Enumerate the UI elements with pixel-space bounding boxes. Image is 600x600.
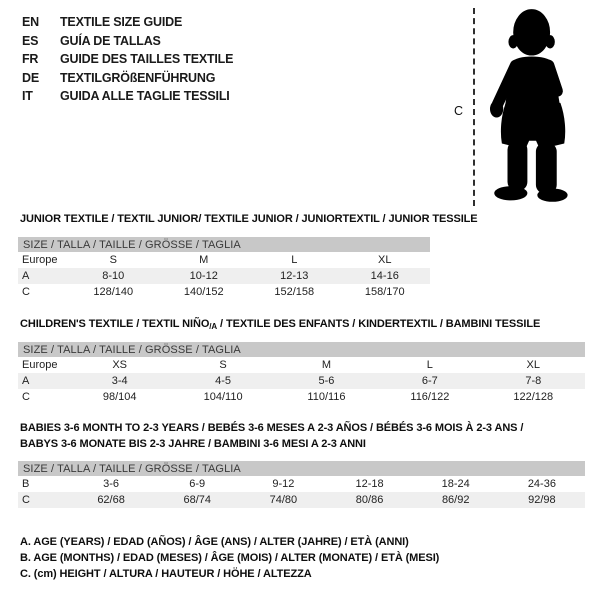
size-cell: 74/80	[240, 492, 326, 508]
size-cell: 4-5	[171, 373, 274, 389]
size-cell: 62/68	[68, 492, 154, 508]
row-label: Europe	[22, 359, 58, 371]
list-item	[22, 87, 233, 106]
height-measure-dashed-line	[473, 8, 475, 206]
size-cell: 110/116	[307, 391, 346, 403]
list-item	[22, 69, 233, 88]
language-title-list	[22, 13, 233, 106]
size-cell: 14-16	[340, 268, 431, 284]
size-header: SIZE / TALLA / TAILLE / GRÖSSE / TAGLIA	[18, 237, 430, 252]
size-header: SIZE / TALLA / TAILLE / GRÖSSE / TAGLIA	[18, 342, 585, 357]
size-cell: 122/128	[513, 391, 554, 403]
language-code: IT	[22, 89, 33, 104]
row-label: B	[22, 478, 30, 490]
table-row	[18, 342, 585, 357]
height-marker-label: C	[454, 104, 464, 118]
measurement-legend	[20, 534, 439, 582]
row-label: C	[22, 391, 30, 403]
size-cell: L	[291, 254, 298, 266]
children-size-table	[18, 342, 585, 405]
table-row	[18, 357, 585, 373]
babies-table-title	[20, 421, 523, 452]
title-subscript: /A	[209, 322, 218, 331]
size-cell: 68/74	[154, 492, 240, 508]
size-cell: 158/170	[364, 286, 405, 298]
language-title: TEXTILE SIZE GUIDE	[60, 15, 183, 30]
size-cell: S	[219, 359, 227, 371]
children-table-title	[20, 317, 540, 335]
legend-line-a: A. AGE (YEARS) / EDAD (AÑOS) / ÂGE (ANS) / ALTER (JAHRE) / ETÀ (ANNI)	[20, 536, 409, 548]
legend-line-c: C. (cm) HEIGHT / ALTURA / HAUTEUR / HÖHE / ALTEZZA	[20, 568, 312, 580]
junior-size-table	[18, 237, 430, 300]
size-cell: 12-18	[355, 478, 384, 490]
table-row	[18, 284, 430, 300]
size-cell: 8-10	[68, 268, 159, 284]
language-title: TEXTILGRÖßENFÜHRUNG	[60, 70, 216, 85]
size-cell: 92/98	[499, 492, 585, 508]
size-cell: 80/86	[326, 492, 412, 508]
size-cell: 9-12	[272, 478, 295, 490]
size-cell: L	[426, 359, 433, 371]
language-code: EN	[22, 15, 39, 30]
size-cell: XL	[378, 254, 392, 266]
table-row	[18, 476, 585, 492]
language-code: FR	[22, 52, 39, 67]
size-cell: M	[321, 359, 332, 371]
row-label: A	[18, 373, 68, 389]
table-row	[18, 252, 430, 268]
language-code: DE	[22, 70, 39, 85]
table-row	[18, 373, 585, 389]
language-title: GUÍA DE TALLAS	[60, 33, 161, 48]
table-row	[18, 237, 430, 252]
size-cell: 10-12	[159, 268, 250, 284]
language-title: GUIDA ALLE TAGLIE TESSILI	[60, 89, 230, 104]
table-row	[18, 492, 585, 508]
size-cell: 104/110	[203, 391, 243, 403]
size-cell: M	[199, 254, 209, 266]
title-text: / TEXTILE DES ENFANTS / KINDERTEXTIL / BAMBINI TESSILE	[217, 318, 541, 330]
list-item	[22, 50, 233, 69]
size-cell: 18-24	[441, 478, 470, 490]
size-cell: 6-9	[189, 478, 206, 490]
legend-line-b: B. AGE (MONTHS) / EDAD (MESES) / ÂGE (MOIS) / ALTER (MONATE) / ETÀ (MESI)	[20, 552, 440, 564]
row-label: A	[18, 268, 68, 284]
junior-table-title: JUNIOR TEXTILE / TEXTIL JUNIOR/ TEXTILE JUNIOR / JUNIORTEXTIL / JUNIOR TESSILE	[20, 213, 478, 225]
baby-silhouette-image	[486, 3, 600, 216]
size-cell: XS	[112, 359, 128, 371]
size-header: SIZE / TALLA / TAILLE / GRÖSSE / TAGLIA	[18, 461, 585, 476]
title-line: BABIES 3-6 MONTH TO 2-3 YEARS / BEBÉS 3-6 MESES A 2-3 AÑOS / BÉBÉS 3-6 MOIS À 2-3 ANS /	[20, 422, 524, 434]
size-cell: XL	[526, 359, 541, 371]
table-row	[18, 389, 585, 405]
title-text: CHILDREN'S TEXTILE / TEXTIL NIÑO	[20, 318, 210, 330]
row-label: C	[18, 492, 68, 508]
size-cell: 3-6	[103, 478, 120, 490]
size-cell: 5-6	[275, 373, 378, 389]
size-cell: 140/152	[183, 286, 224, 298]
size-cell: 3-4	[68, 373, 171, 389]
row-label: Europe	[22, 254, 58, 266]
size-cell: 6-7	[378, 373, 481, 389]
row-label: C	[22, 286, 30, 298]
size-cell: 98/104	[102, 391, 137, 403]
list-item	[22, 13, 233, 32]
size-cell: 116/122	[410, 391, 450, 403]
table-row	[18, 268, 430, 284]
size-cell: 7-8	[482, 373, 585, 389]
size-cell: 152/158	[274, 286, 315, 298]
size-cell: 12-13	[249, 268, 340, 284]
size-cell: 86/92	[413, 492, 499, 508]
table-row	[18, 461, 585, 476]
language-title: GUIDE DES TAILLES TEXTILE	[60, 52, 234, 67]
size-cell: 24-36	[527, 478, 556, 490]
size-cell: 128/140	[93, 286, 134, 298]
size-cell: S	[109, 254, 117, 266]
title-line: BABYS 3-6 MONATE BIS 2-3 JAHRE / BAMBINI 3-6 MESI A 2-3 ANNI	[20, 437, 366, 450]
list-item	[22, 32, 233, 51]
babies-size-table	[18, 461, 585, 508]
language-code: ES	[22, 33, 39, 48]
